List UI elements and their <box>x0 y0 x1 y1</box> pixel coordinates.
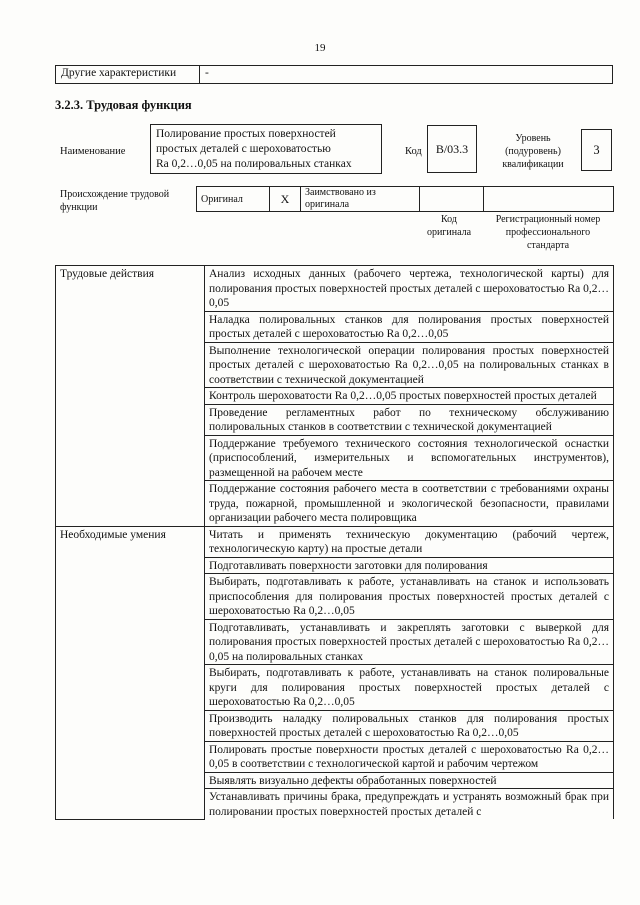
function-name-box <box>150 124 382 174</box>
skill-item: Выбирать, подготавливать к работе, устанавливать на станок полировальные круги для полирования простых поверхностей простых деталей с шероховатостью Ra 0,2…0,05 <box>205 665 614 711</box>
borrowed-label-line: Заимствовано из <box>305 187 376 198</box>
origin-label <box>60 188 190 214</box>
origin-label-line: Происхождение трудовой <box>60 189 170 200</box>
skill-item: Подготавливать поверхности заготовки для полирования <box>205 557 614 574</box>
caption-line: Регистрационный номер <box>495 214 601 225</box>
original-code-cell <box>420 187 484 212</box>
section-title: 3.2.3. Трудовая функция <box>55 98 192 112</box>
labor-action-item: Анализ исходных данных (рабочего чертежа, технологической карты) для полирования простых поверхностей простых деталей с шероховатостью Ra 0,2…0,05 <box>205 266 614 312</box>
skills-label: Необходимые умения <box>56 526 205 819</box>
original-code-caption <box>418 213 480 239</box>
skill-item: Полировать простые поверхности простых деталей с шероховатостью Ra 0,2…0,05 в соответствии с технологической картой и рабочим чертежом <box>205 741 614 772</box>
caption-line: оригинала <box>426 227 472 238</box>
labor-action-item: Проведение регламентных работ по техническому обслуживанию полировальных станков в соответствии с технической документацией <box>205 404 614 435</box>
origin-table <box>196 186 614 212</box>
level-label-line: Уровень <box>515 133 551 144</box>
borrowed-label <box>301 187 420 212</box>
caption-line: Код <box>441 214 457 225</box>
level-label-line: (подуровень) <box>505 146 561 157</box>
name-label: Наименование <box>60 146 126 157</box>
code-label: Код <box>405 146 422 157</box>
registration-number-caption <box>483 213 613 252</box>
page-number: 19 <box>314 42 326 54</box>
original-mark: X <box>270 187 301 212</box>
skill-item: Подготавливать, устанавливать и закреплять заготовки с выверкой для полирования простых поверхностей простых деталей с шероховатостью Ra 0,2…0,05 на полировальных станках <box>205 619 614 665</box>
other-characteristics-value: - <box>200 66 613 84</box>
other-characteristics-table <box>55 65 613 84</box>
code-value: B/03.3 <box>427 125 477 173</box>
qualification-level-value: 3 <box>581 129 612 171</box>
caption-line: стандарта <box>526 240 570 251</box>
labor-action-item: Выполнение технологической операции полирования простых поверхностей простых деталей с шероховатостью Ra 0,2…0,05 на полировальных станках в соответствии с технической документацией <box>205 342 614 388</box>
labor-action-item: Поддержание требуемого технического состояния технологической оснастки (приспособлений, измерительных и вспомогательных инструментов), размещенной на рабочем месте <box>205 435 614 481</box>
function-details-table <box>55 265 614 820</box>
skill-item: Устанавливать причины брака, предупреждать и устранять возможный брак при полировании простых поверхностей простых деталей с <box>205 789 614 820</box>
other-characteristics-label: Другие характеристики <box>56 66 200 84</box>
labor-action-item: Контроль шероховатости Ra 0,2…0,05 простых поверхностей простых деталей <box>205 388 614 405</box>
labor-action-item: Поддержание состояния рабочего места в соответствии с требованиями охраны труда, пожарной, промышленной и экологической безопасности, правилами организации рабочего места полировщика <box>205 481 614 527</box>
function-name-line: Ra 0,2…0,05 на полировальных станках <box>156 158 352 170</box>
labor-actions-label: Трудовые действия <box>56 266 205 527</box>
borrowed-label-line: оригинала <box>305 199 350 210</box>
skill-item: Читать и применять техническую документацию (рабочий чертеж, технологическую карту) на простые детали <box>205 526 614 557</box>
qualification-level-label <box>494 132 572 171</box>
labor-action-item: Наладка полировальных станков для полирования простых поверхностей простых деталей с шероховатостью Ra 0,2…0,05 <box>205 311 614 342</box>
original-label: Оригинал <box>197 187 270 212</box>
function-name-line: Полирование простых поверхностей <box>156 128 336 140</box>
caption-line: профессионального <box>505 227 591 238</box>
level-label-line: квалификации <box>502 159 564 170</box>
skill-item: Выбирать, подготавливать к работе, устанавливать на станок и использовать приспособления для полирования простых поверхностей простых деталей с шероховатостью Ra 0,2…0,05 <box>205 574 614 620</box>
origin-label-line: функции <box>60 202 98 213</box>
registration-number-cell <box>484 187 614 212</box>
skill-item: Выявлять визуально дефекты обработанных поверхностей <box>205 772 614 789</box>
function-name-line: простых деталей с шероховатостью <box>156 143 331 155</box>
skill-item: Производить наладку полировальных станков для полирования простых поверхностей простых деталей с шероховатостью Ra 0,2…0,05 <box>205 710 614 741</box>
